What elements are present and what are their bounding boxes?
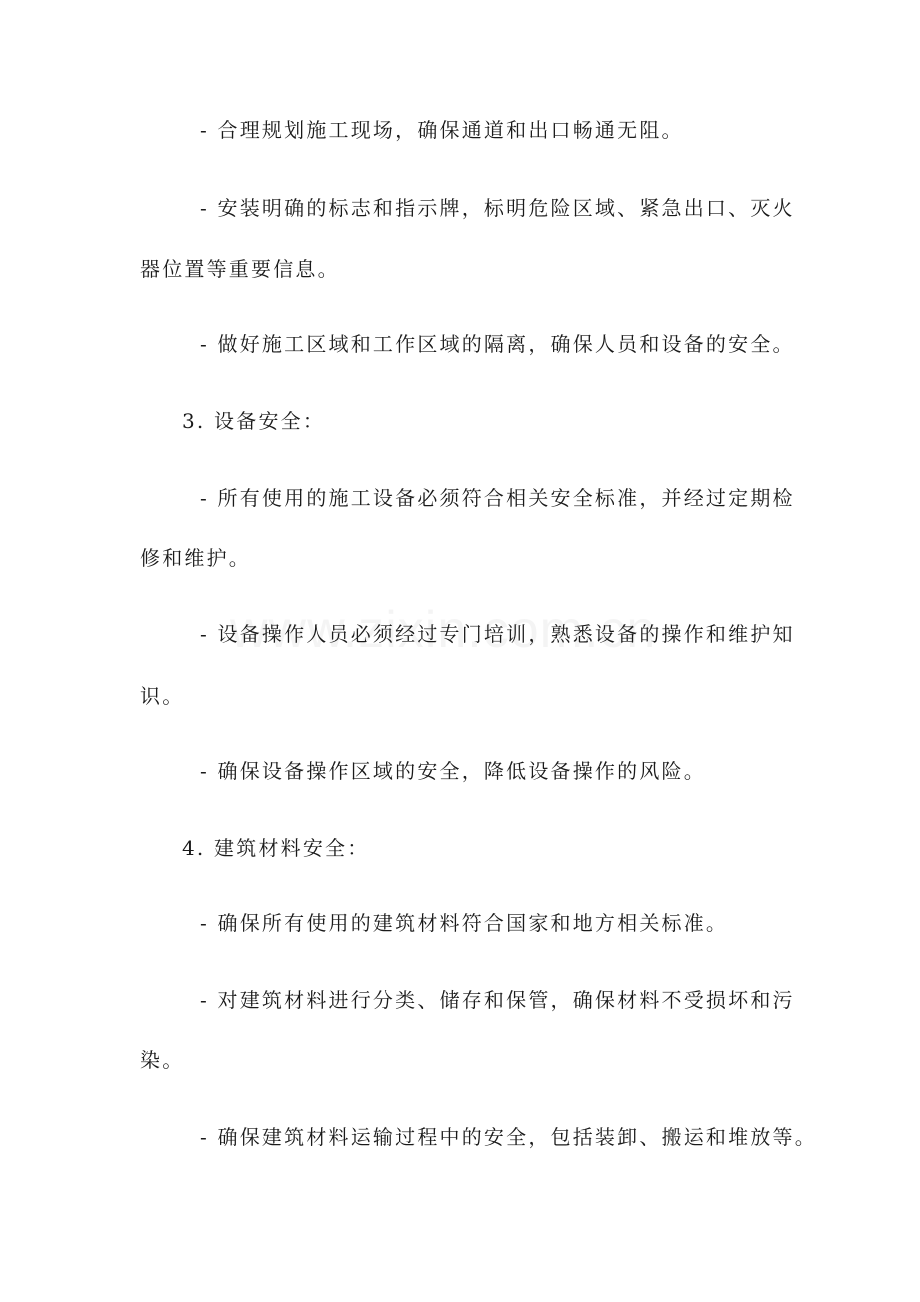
bullet-material-storage: - 对建筑材料进行分类、储存和保管，确保材料不受损坏和污	[200, 988, 795, 1012]
section-heading-equipment: 3. 设备安全：	[182, 409, 326, 433]
bullet-isolation: - 做好施工区域和工作区域的隔离，确保人员和设备的安全。	[200, 332, 795, 356]
bullet-material-transport: - 确保建筑材料运输过程中的安全，包括装卸、搬运和堆放等。	[200, 1125, 817, 1149]
bullet-equipment-standards: - 所有使用的施工设备必须符合相关安全标准，并经过定期检	[200, 486, 795, 510]
bullet-material-standards: - 确保所有使用的建筑材料符合国家和地方相关标准。	[200, 911, 729, 935]
bullet-equipment-standards-cont: 修和维护。	[140, 546, 251, 570]
bullet-material-storage-cont: 染。	[140, 1048, 185, 1072]
bullet-signage: - 安装明确的标志和指示牌，标明危险区域、紧急出口、灭火	[200, 196, 795, 220]
bullet-operation-area: - 确保设备操作区域的安全，降低设备操作的风险。	[200, 759, 706, 783]
bullet-site-planning: - 合理规划施工现场，确保通道和出口畅通无阻。	[200, 118, 684, 142]
bullet-signage-cont: 器位置等重要信息。	[140, 257, 340, 281]
section-heading-materials: 4. 建筑材料安全：	[182, 836, 370, 860]
bullet-operator-training-cont: 识。	[140, 684, 185, 708]
bullet-operator-training: - 设备操作人员必须经过专门培训，熟悉设备的操作和维护知	[200, 622, 795, 646]
